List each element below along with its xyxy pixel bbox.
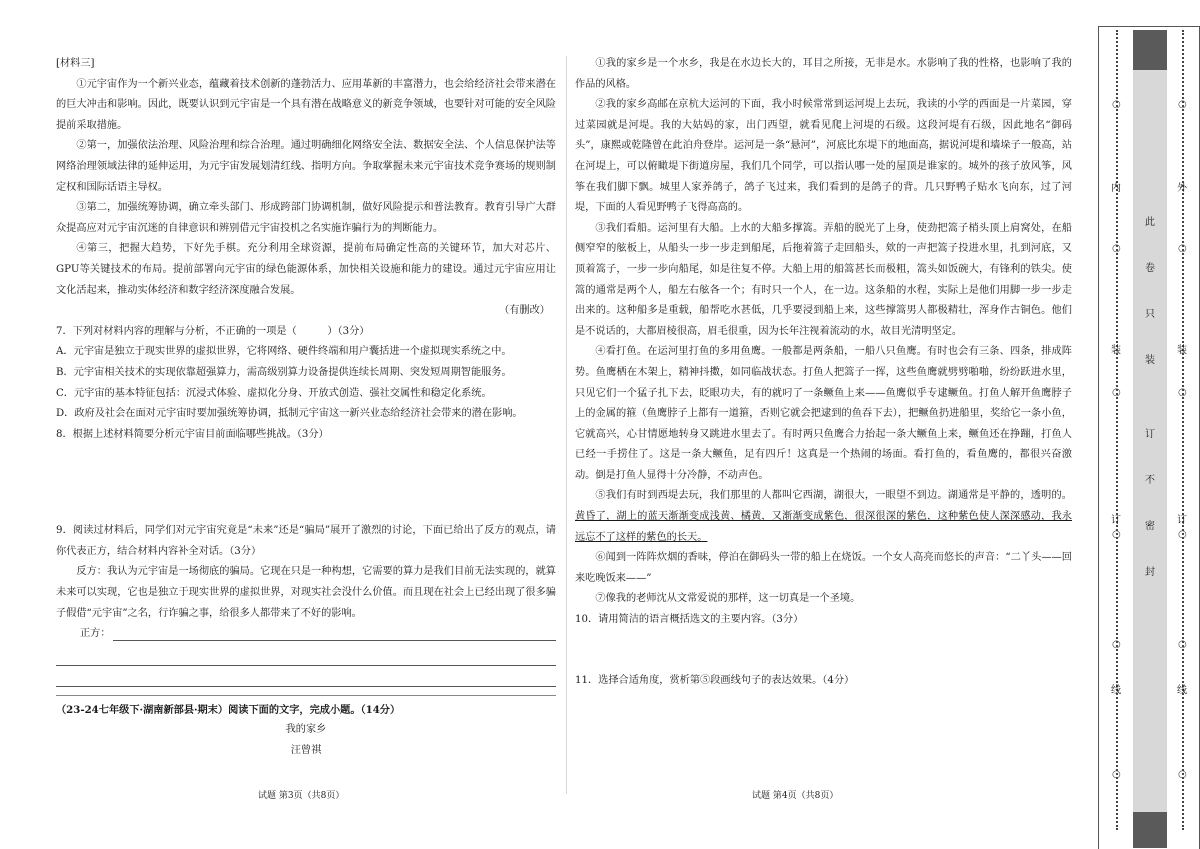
inner-label-zhuang: 装 xyxy=(1111,345,1121,356)
essay-paragraph-2: ②我的家乡高邮在京杭大运河的下面，我小时候常常到运河堤上去玩，我读的小学的西面是一片菜园，穿过菜园就是河堤。我的大姑妈的家，出门西望，就看见爬上河堤的石级。这段河堤有石级，因此地名“御码头”，康熙或乾隆曾在此泊舟登岸。运河是一条“悬河”，河底比东堤下的地面高，据说河堤和墙垛子一般高，站在河堤上，可以俯瞰堤下街道房屋，我们几个同学，可以指认哪一处的屋顶是谁家的。城外的孩子放风筝，风筝在我们脚下飘。城里人家养鸽子，鸽子飞过来，我们看到的是鸽子的背。几只野鸭子贴水飞向东，过了河堤，下面的人看见野鸭子飞得高高的。 xyxy=(575,99,1072,214)
section-heading: （23-24七年级下·湖南新部县·期末）阅读下面的文字，完成小题。（14分） xyxy=(56,703,401,716)
essay-paragraph-6: ⑥闻到一阵阵炊烟的香味，停泊在御码头一带的船上在烧饭。一个女人高亮而悠长的声音：“二丫头——回来吃晚饭来——” xyxy=(575,552,1072,584)
inner-label-nei: 内 xyxy=(1111,183,1121,194)
notice-char: 订 xyxy=(1145,429,1155,440)
essay-paragraph-4: ④看打鱼。在运河里打鱼的多用鱼鹰。一般都是两条船，一船八只鱼鹰。有时也会有三条、四条，排成阵势。鱼鹰栖在木架上，精神抖擞，如同临战状态。打鱼人把篙子一挥，这些鱼鹰就劈劈啪啪，纷纷跃进水里，只见它们一个猛子扎下去，眨眼功夫，有的就叼了一条鳜鱼上来——鱼鹰似乎专逮鳜鱼。打鱼人解开鱼鹰脖子上的金属的箍（鱼鹰脖子上都有一道箍，否则它就会把逮到的鱼吞下去），把鳜鱼扔进船里，奖给它一条小鱼，它就高兴，心甘情愿地转身又跳进水里去了。有时两只鱼鹰合力抬起一条大鳜鱼上来，鳜鱼还在挣蹦，打鱼人已经一手捞住了。这是一条大鳜鱼，足有四斤！这真是一个热闹的场面。看打鱼的，看鱼鹰的，都很兴奋激动。倒是打鱼人显得十分冷静，不动声色。 xyxy=(575,346,1072,481)
essay-paragraph-5 xyxy=(575,486,1072,548)
essay-paragraph-1: ①我的家乡是一个水乡，我是在水边长大的，耳目之所接，无非是水。水影响了我的性格，也影响了我的作品的风格。 xyxy=(575,58,1072,90)
underlined-sentence: 黄昏了，湖上的蓝天渐渐变成浅黄、橘黄，又渐渐变成紫色，很深很深的紫色，这种紫色使人深深感动，我永远忘不了这样的紫色的长天。 xyxy=(575,511,1072,543)
binding-circle: ○ xyxy=(1112,529,1121,540)
answer-line[interactable] xyxy=(56,645,556,666)
binding-circle: ○ xyxy=(1112,99,1121,110)
question-7-option-c: C．元宇宙的基本特征包括：沉浸式体验、虚拟化分身、开放式创造、强社交属性和稳定化系统。 xyxy=(56,387,492,399)
pro-label: 正方： xyxy=(80,628,111,640)
strip-bottom-block xyxy=(1133,812,1167,848)
outer-label-zhuang: 装 xyxy=(1177,345,1187,356)
question-7-option-a: A．元宇宙是独立于现实世界的虚拟世界，它将网络、硬件终端和用户囊括进一个虚拟现实系统之中。 xyxy=(56,346,512,358)
notice-char: 密 xyxy=(1145,521,1155,532)
inner-binding-line xyxy=(1116,30,1118,830)
source-note: （有删改） xyxy=(499,305,550,317)
material-paragraph-3: ③第二，加强统筹协调，确立牵头部门、形成跨部门协调机制，做好风险提示和普法教育。教育引导广大群众提高应对元宇宙沉迷的自律意识和辨别借元宇宙投机之名实施诈骗行为的判断能力。 xyxy=(56,202,556,234)
essay-paragraph-3: ③我们看船。运河里有大船。上水的大船多撑篙。弄船的脱光了上身，使劲把篙子梢头顶上肩窝处，在船侧窄窄的舷板上，从船头一步一步走到船尾，后拖着篙子走回船头，欸的一声把篙子投进水里，扎到河底，又顶着篙子，一步一步向船尾，如是往复不停。大船上用的船篙甚长而极粗，篙头如饭碗大，有锋利的铁尖。使篙的通常是两个人，船左右舷各一个；有时只一个人，在一边。这条船的水程，实际上是他们用脚一步一步走出来的。这种船多是重载，船帮吃水甚低，几乎要浸到船上来，这些撑篙男人都极精壮，浑身作古铜色。他们是不说话的，大都眉棱很高，眉毛很重，因为长年注视着流动的水，故目光清明坚定。 xyxy=(575,222,1072,337)
notice-char: 封 xyxy=(1145,567,1155,578)
answer-line[interactable] xyxy=(113,626,556,641)
answer-line[interactable] xyxy=(56,666,556,687)
binding-circle: ○ xyxy=(1178,387,1187,398)
binding-circle: ○ xyxy=(1112,243,1121,254)
question-11: 11．选择合适角度，赏析第⑤段画线句子的表达效果。（4分） xyxy=(575,674,855,686)
material-paragraph-2: ②第一，加强依法治理、风险治理和综合治理。通过明确细化网络安全法、数据安全法、个人信息保护法等网络治理领域法律的延伸运用，为元宇宙发展划清红线、指明方向。争取掌握未来元宇宙技术竞争赛场的规则制定权和国际话语主导权。 xyxy=(56,140,556,193)
notice-char: 此 xyxy=(1145,217,1155,228)
outer-label-xian: 线 xyxy=(1177,685,1187,696)
question-10-answer-space[interactable] xyxy=(575,631,1072,671)
question-7: 7．下列对材料内容的理解与分析，不正确的一项是（ ）（3分） xyxy=(56,325,370,337)
binding-circle: ○ xyxy=(1178,99,1187,110)
question-8-answer-space[interactable] xyxy=(56,445,556,521)
material-paragraph-1: ①元宇宙作为一个新兴业态，蕴藏着技术创新的蓬勃活力、应用革新的丰富潜力，也会给经济社会带来潜在的巨大冲击和影响。因此，既要认识到元宇宙是一个具有潜在战略意义的新竞争领域，也要针对可能的安全风险提前采取措施。 xyxy=(56,78,556,131)
outer-binding-line xyxy=(1182,30,1184,830)
outer-label-ding: 订 xyxy=(1177,515,1187,526)
section-divider xyxy=(56,695,556,696)
paragraph-5-text: ⑤我们有时到西堤去玩，我们那里的人都叫它西湖，湖很大，一眼望不到边。湖通常是平静的，透明的。 xyxy=(595,490,1072,502)
binding-circle: ○ xyxy=(1112,639,1121,650)
outer-label-wai: 外 xyxy=(1177,183,1187,194)
essay-paragraph-7: ⑦像我的老师沈从文常爱说的那样，这一切真是一个圣境。 xyxy=(595,593,861,605)
notice-char: 卷 xyxy=(1145,263,1155,274)
right-column xyxy=(575,54,1072,691)
essay-title: 我的家乡 xyxy=(285,724,327,736)
question-9: 9．阅读过材料后，同学们对元宇宙究竟是“未来”还是“骗局”展开了激烈的讨论，下面已给出了反方的观点，请你代表正方，结合材料内容补全对话。（3分） xyxy=(56,525,556,557)
binding-circle: ○ xyxy=(1112,769,1121,780)
left-column xyxy=(56,54,556,762)
question-7-option-b: B．元宇宙相关技术的实现依靠超强算力，需高级别算力设备提供连续长周期、突发短周期智能服务。 xyxy=(56,366,512,378)
inner-label-ding: 订 xyxy=(1111,515,1121,526)
material-paragraph-4: ④第三，把握大趋势，下好先手棋。充分利用全球资源，提前布局确定性高的关键环节，加大对芯片、GPU等关键技术的布局。提前部署向元宇宙的绿色能源体系，加快相关设施和能力的建设。通过元宇宙应用让文化活起来，推动实体经济和数字经济深度融合发展。 xyxy=(56,243,556,296)
material-heading: [材料三] xyxy=(56,58,95,69)
question-9-pro-answer[interactable] xyxy=(56,624,556,645)
strip-top-block xyxy=(1133,30,1167,70)
binding-circle: ○ xyxy=(1178,243,1187,254)
inner-label-xian: 线 xyxy=(1111,685,1121,696)
binding-circle: ○ xyxy=(1178,769,1187,780)
essay-author: 汪曾祺 xyxy=(290,745,322,757)
question-8: 8．根据上述材料简要分析元宇宙目前面临哪些挑战。（3分） xyxy=(56,428,329,440)
question-10: 10．请用简洁的语言概括选文的主要内容。（3分） xyxy=(575,614,804,626)
question-9-con-view: 反方：我认为元宇宙是一场彻底的骗局。它现在只是一种构想，它需要的算力是我们目前无法实现的，就算未来可以实现，它也是独立于现实世界的虚拟世界，对现实社会没什么价值。而且现在社会上已经出现了很多骗子假借“元宇宙”之名，行诈骗之事，给很多人都带来了不好的影响。 xyxy=(56,566,556,619)
notice-char: 不 xyxy=(1145,475,1155,486)
binding-circle: ○ xyxy=(1178,529,1187,540)
question-7-option-d: D．政府及社会在面对元宇宙时要加强统筹协调，抵制元宇宙这一新兴业态给经济社会带来的潜在影响。 xyxy=(56,408,523,420)
page-footer-left: 试题 第3页（共8页） xyxy=(258,791,345,801)
column-divider xyxy=(566,56,567,794)
binding-circle: ○ xyxy=(1112,387,1121,398)
notice-char: 只 xyxy=(1145,309,1155,320)
page-footer-right: 试题 第4页（共8页） xyxy=(752,791,839,801)
binding-circle: ○ xyxy=(1178,639,1187,650)
notice-char: 装 xyxy=(1145,355,1155,366)
